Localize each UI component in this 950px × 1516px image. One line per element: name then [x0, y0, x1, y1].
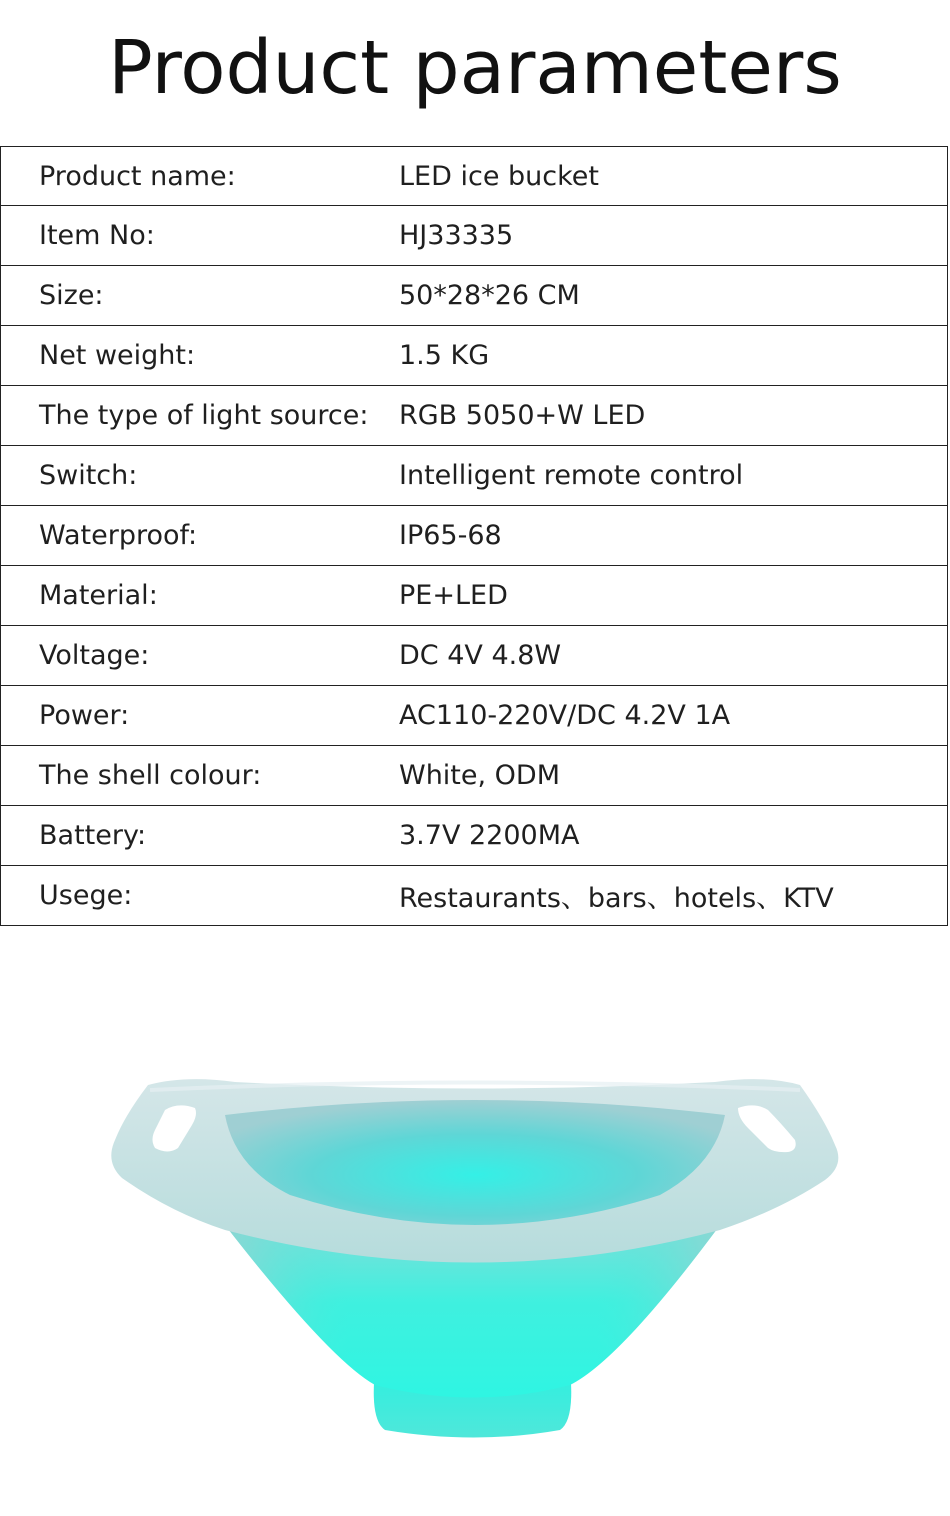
table-row [1, 565, 947, 625]
param-label: Material: [39, 580, 158, 611]
parameters-table [0, 146, 948, 926]
param-label: Power: [39, 700, 130, 731]
param-label: Item No: [39, 220, 155, 251]
param-value: 1.5 KG [399, 340, 490, 371]
param-label: Switch: [39, 460, 138, 491]
param-value: Intelligent remote control [399, 460, 744, 491]
param-value: Restaurants、bars、hotels、KTV [399, 883, 834, 914]
param-label: Waterproof: [39, 520, 198, 551]
table-row [1, 805, 947, 865]
table-row [1, 445, 947, 505]
ice-bucket-image [0, 990, 950, 1490]
param-value: AC110-220V/DC 4.2V 1A [399, 700, 731, 731]
page-title: Product parameters [108, 25, 842, 111]
param-value: DC 4V 4.8W [399, 640, 562, 671]
param-label: Battery: [39, 820, 147, 851]
param-label: Usege: [39, 880, 133, 911]
param-value: LED ice bucket [399, 160, 599, 192]
param-label: The type of light source: [39, 400, 369, 431]
param-value: White, ODM [399, 760, 561, 791]
table-row [1, 865, 947, 925]
param-value: 3.7V 2200MA [399, 820, 580, 851]
param-value: IP65-68 [399, 520, 502, 551]
param-value: 50*28*26 CM [399, 280, 580, 311]
param-label: Voltage: [39, 640, 150, 671]
param-label: The shell colour: [39, 760, 262, 791]
param-value: RGB 5050+W LED [399, 400, 646, 431]
table-row [1, 147, 947, 205]
table-row [1, 205, 947, 265]
param-value: PE+LED [399, 580, 508, 611]
table-row [1, 385, 947, 445]
table-row [1, 745, 947, 805]
table-row [1, 625, 947, 685]
table-row [1, 505, 947, 565]
param-value: HJ33335 [399, 220, 514, 251]
param-label: Size: [39, 280, 104, 311]
param-label: Product name: [39, 160, 236, 192]
table-row [1, 265, 947, 325]
param-label: Net weight: [39, 340, 196, 371]
table-row [1, 325, 947, 385]
table-row [1, 685, 947, 745]
